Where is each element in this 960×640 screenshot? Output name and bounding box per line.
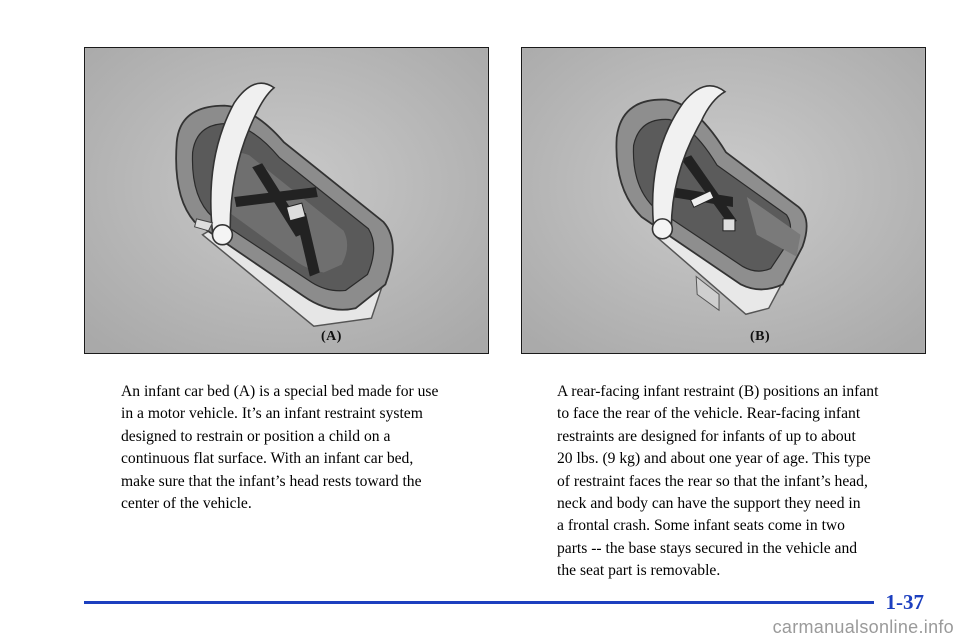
- figure-infant-car-bed: [84, 47, 489, 354]
- figure-label-b: (B): [750, 329, 771, 344]
- footer-rule: [84, 601, 874, 604]
- rear-facing-restraint-illustration: [522, 48, 925, 353]
- watermark: carmanualsonline.info: [772, 617, 954, 637]
- infant-car-bed-illustration: [85, 48, 488, 353]
- rear-facing-restraint-description: A rear-facing infant restraint (B) positions an infant to face the rear of the vehicle. Rear-facing infant restraints are designed for infants of up to about 20 lbs. (9 kg) and about one year of age. This type of restraint faces the rear so that the infant’s head, neck and body can have the support they need in a frontal crash. Some infant seats come in two parts -- the base stays secured in the vehicle and the seat part is removable.: [557, 383, 879, 580]
- page-number: 1-37: [885, 590, 924, 614]
- infant-car-bed-description: An infant car bed (A) is a special bed made for use in a motor vehicle. It’s an infant restraint system designed to restrain or position a child on a continuous flat surface. With an infant car bed, make sure that the infant’s head rests toward the center of the vehicle.: [121, 383, 439, 513]
- figure-rear-facing-infant-restraint: [521, 47, 926, 354]
- figure-label-a: (A): [321, 329, 342, 344]
